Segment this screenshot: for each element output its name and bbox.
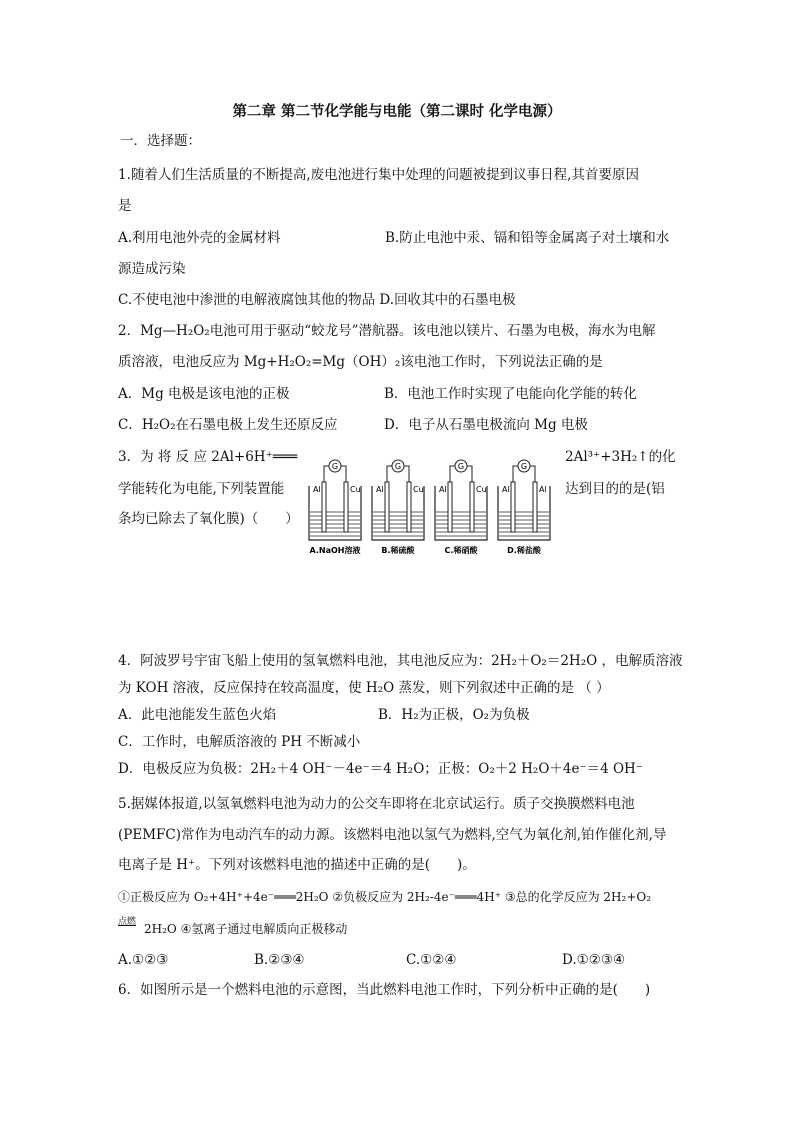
q4-option-d: D．电极反应为负极：2H₂＋4 OH⁻－4e⁻＝4 H₂O；正极：O₂＋2 H₂O＋4e⁻＝4 OH⁻ (118, 761, 643, 777)
page-title: 第二章 第二节化学能与电能（第二课时 化学电源） (232, 104, 562, 120)
electrode-left (448, 482, 452, 532)
wire-right (341, 466, 346, 482)
q6-stem: 6．如图所示是一个燃料电池的示意图，当此燃料电池工作时，下列分析中正确的是( ) (118, 982, 651, 998)
beaker-3 (435, 460, 487, 555)
electrolyte-solution (373, 510, 423, 539)
q5-stem-line3: 电离子是 H⁺。下列对该燃料电池的描述中正确的是( )。 (118, 857, 476, 873)
q5-option-c: C.①②④ (406, 952, 457, 968)
electrolyte-solution (436, 510, 486, 539)
q1-stem-line1: 1.随着人们生活质量的不断提高,废电池进行集中处理的问题被提到议事日程,其首要原因 (118, 167, 639, 183)
beaker-4 (498, 460, 550, 555)
q5-stem-line1: 5.据媒体报道,以氢氧燃料电池为动力的公交车即将在北京试运行。质子交换膜燃料电池 (118, 796, 635, 812)
electrolyte-solution (499, 510, 549, 539)
electrode-right-label: Cu (413, 485, 424, 494)
q2-stem-line2: 质溶液，电池反应为 Mg+H₂O₂=Mg（OH）₂该电池工作时，下列说法正确的是 (118, 354, 603, 370)
beaker-caption: A.NaOH溶液 (309, 546, 361, 555)
q5-stem-line2: (PEMFC)常作为电动汽车的动力源。该燃料电池以氢气为燃料,空气为氧化剂,铂作催化剂,导 (118, 827, 667, 843)
electrode-left (385, 482, 389, 532)
q3-stem-left-3: 条均已除去了氧化膜)（ ） (118, 511, 299, 527)
beaker-1 (309, 460, 361, 555)
q4-option-c: C．工作时，电解质溶液的 PH 不断减小 (118, 734, 361, 750)
beaker-caption: B.稀硫酸 (381, 546, 415, 555)
electrode-left (511, 482, 515, 532)
q5-items-line2: 2H₂O ④氢离子通过电解质向正极移动 (144, 922, 348, 936)
wire-left (513, 466, 518, 482)
wire-right (404, 466, 409, 482)
galvanometer-symbol: G (457, 462, 465, 471)
electrode-left-label: Al (502, 485, 510, 494)
q1-option-b: B.防止电池中汞、镉和铅等金属离子对土壤和水 (385, 230, 670, 246)
q1-option-cd: C.不使电池中渗泄的电解液腐蚀其他的物品 D.回收其中的石墨电极 (118, 292, 516, 308)
q3-stem-right-2: 达到目的的是(铝 (565, 481, 665, 497)
electrode-right (533, 482, 537, 532)
electrode-left-label: Al (313, 485, 321, 494)
wire-left (387, 466, 392, 482)
electrode-right (407, 482, 411, 532)
q3-beaker-figure (305, 458, 551, 558)
q2-option-a: A．Mg 电极是该电池的正极 (118, 386, 290, 402)
q4-stem-line2: 为 KOH 溶液，反应保持在较高温度，使 H₂O 蒸发，则下列叙述中正确的是 （ ） (118, 680, 610, 696)
beaker-caption: C.稀硝酸 (444, 546, 478, 555)
electrode-left-label: Al (439, 485, 447, 494)
q5-option-a: A.①②③ (118, 952, 169, 968)
q1-stem-line2: 是 (118, 198, 132, 214)
wire-right (467, 466, 472, 482)
q1-option-a: A.利用电池外壳的金属材料 (118, 230, 281, 246)
electrode-right (470, 482, 474, 532)
q4-stem-line1: 4．阿波罗号宇宙飞船上使用的氢氧燃料电池，其电池反应为：2H₂＋O₂＝2H₂O ，电解质溶液 (118, 653, 683, 669)
electrolyte-solution (310, 510, 360, 539)
q2-option-c: C．H₂O₂在石墨电极上发生还原反应 (118, 417, 338, 433)
q5-option-d: D.①②③④ (562, 952, 626, 968)
q2-stem-line1: 2．Mg—H₂O₂电池可用于驱动“蛟龙号”潜航器。该电池以镁片、石墨为电极，海水为电解 (118, 323, 656, 339)
beaker-caption: D.稀盐酸 (507, 546, 541, 555)
wire-right (530, 466, 535, 482)
electrode-left (322, 482, 326, 532)
q3-stem-left-1: 3．为 将 反 应 2Al+6H⁺═══ (118, 449, 298, 465)
q5-items-line1: ①正极反应为 O₂+4H⁺+4e⁻═══2H₂O ②负极反应为 2H₂-4e⁻═══4H⁺ ③总的化学反应为 2H₂+O₂ (118, 890, 652, 904)
galvanometer-symbol: G (331, 462, 339, 471)
q4-option-b: B．H₂为正极，O₂为负极 (378, 707, 530, 723)
electrode-right-label: Cu (476, 485, 487, 494)
galvanometer-symbol: G (394, 462, 402, 471)
electrode-left-label: Al (376, 485, 384, 494)
q4-option-a: A．此电池能发生蓝色火焰 (118, 707, 277, 723)
q3-stem-left-2: 学能转化为电能,下列装置能 (118, 481, 285, 497)
q1-option-b-cont: 源造成污染 (118, 261, 186, 277)
beaker-2 (372, 460, 424, 555)
wire-left (324, 466, 329, 482)
q3-stem-right-1: 2Al³⁺+3H₂↑的化 (565, 449, 676, 465)
electrode-right-label: Al (539, 485, 547, 494)
q5-ignite-condition: 点燃 (118, 917, 137, 927)
wire-left (450, 466, 455, 482)
q5-option-b: B.②③④ (254, 952, 305, 968)
electrode-right (344, 482, 348, 532)
section-heading: 一．选择题： (120, 133, 201, 149)
electrode-right-label: Cu (350, 485, 361, 494)
q2-option-d: D．电子从石墨电极流向 Mg 电极 (384, 417, 588, 433)
q2-option-b: B．电池工作时实现了电能向化学能的转化 (384, 386, 637, 402)
galvanometer-symbol: G (520, 462, 528, 471)
